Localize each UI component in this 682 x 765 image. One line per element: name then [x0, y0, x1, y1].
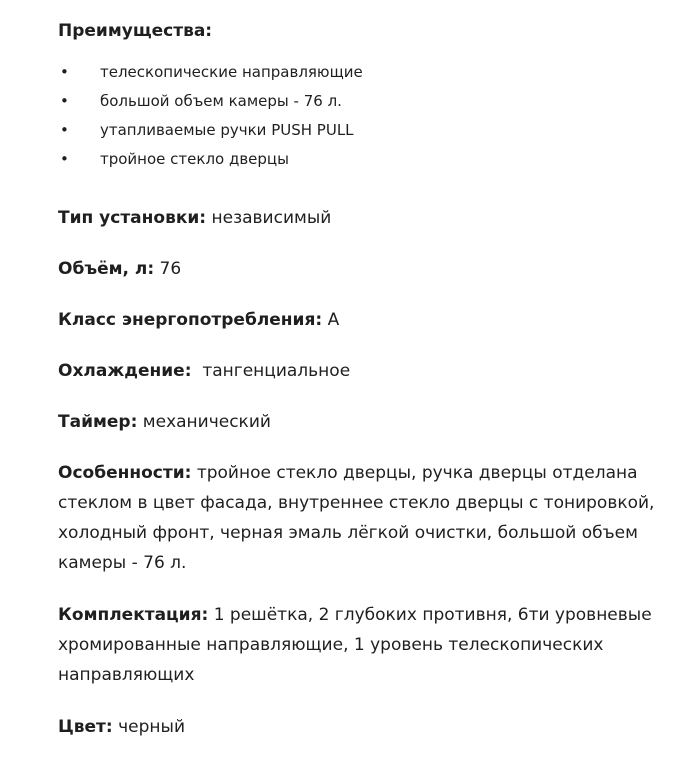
spec-label: Объём, л:	[58, 259, 155, 279]
spec-cooling	[58, 356, 668, 386]
spec-color	[58, 712, 668, 742]
spec-value: черный	[112, 717, 186, 737]
advantages-list	[58, 58, 668, 174]
list-item-text: большой объем камеры - 76 л.	[100, 92, 342, 110]
spec-timer	[58, 407, 668, 437]
bullet-icon: •	[60, 92, 69, 110]
spec-label: Комплектация:	[58, 605, 209, 625]
spec-volume	[58, 254, 668, 284]
list-item-text: тройное стекло дверцы	[100, 150, 289, 168]
spec-label: Тип установки:	[58, 208, 207, 228]
spec-value: независимый	[206, 208, 332, 228]
list-item	[58, 58, 668, 87]
list-item-text: телескопические направляющие	[100, 63, 363, 81]
spec-label: Особенности:	[58, 463, 192, 483]
spec-features	[58, 458, 668, 578]
spec-energy-class	[58, 305, 668, 335]
spec-value: тангенциальное	[191, 361, 351, 381]
bullet-icon: •	[60, 121, 69, 139]
spec-label: Класс энергопотребления:	[58, 310, 323, 330]
bullet-icon: •	[60, 150, 69, 168]
list-item	[58, 116, 668, 145]
spec-value: А	[322, 310, 340, 330]
spec-label: Цвет:	[58, 717, 113, 737]
spec-label: Таймер:	[58, 412, 138, 432]
spec-label: Охлаждение:	[58, 361, 192, 381]
spec-installation	[58, 203, 668, 233]
spec-value: 1 решётка, 2 глубоких противня, 6ти уровневые хромированные направляющие, 1 уровень телескопических направляющих	[58, 605, 652, 685]
spec-value: тройное стекло дверцы, ручка дверцы отделана стеклом в цвет фасада, внутреннее стекло дверцы с тонировкой, холодный фронт, черная эмаль лёгкой очистки, большой объем камеры - 76 л.	[58, 463, 655, 573]
advantages-heading: Преимущества:	[58, 21, 213, 41]
spec-value: механический	[137, 412, 271, 432]
bullet-icon: •	[60, 63, 69, 81]
list-item	[58, 87, 668, 116]
spec-value: 76	[154, 259, 182, 279]
list-item	[58, 145, 668, 174]
spec-equipment	[58, 600, 668, 690]
product-description	[58, 20, 668, 742]
list-item-text: утапливаемые ручки PUSH PULL	[100, 121, 354, 139]
